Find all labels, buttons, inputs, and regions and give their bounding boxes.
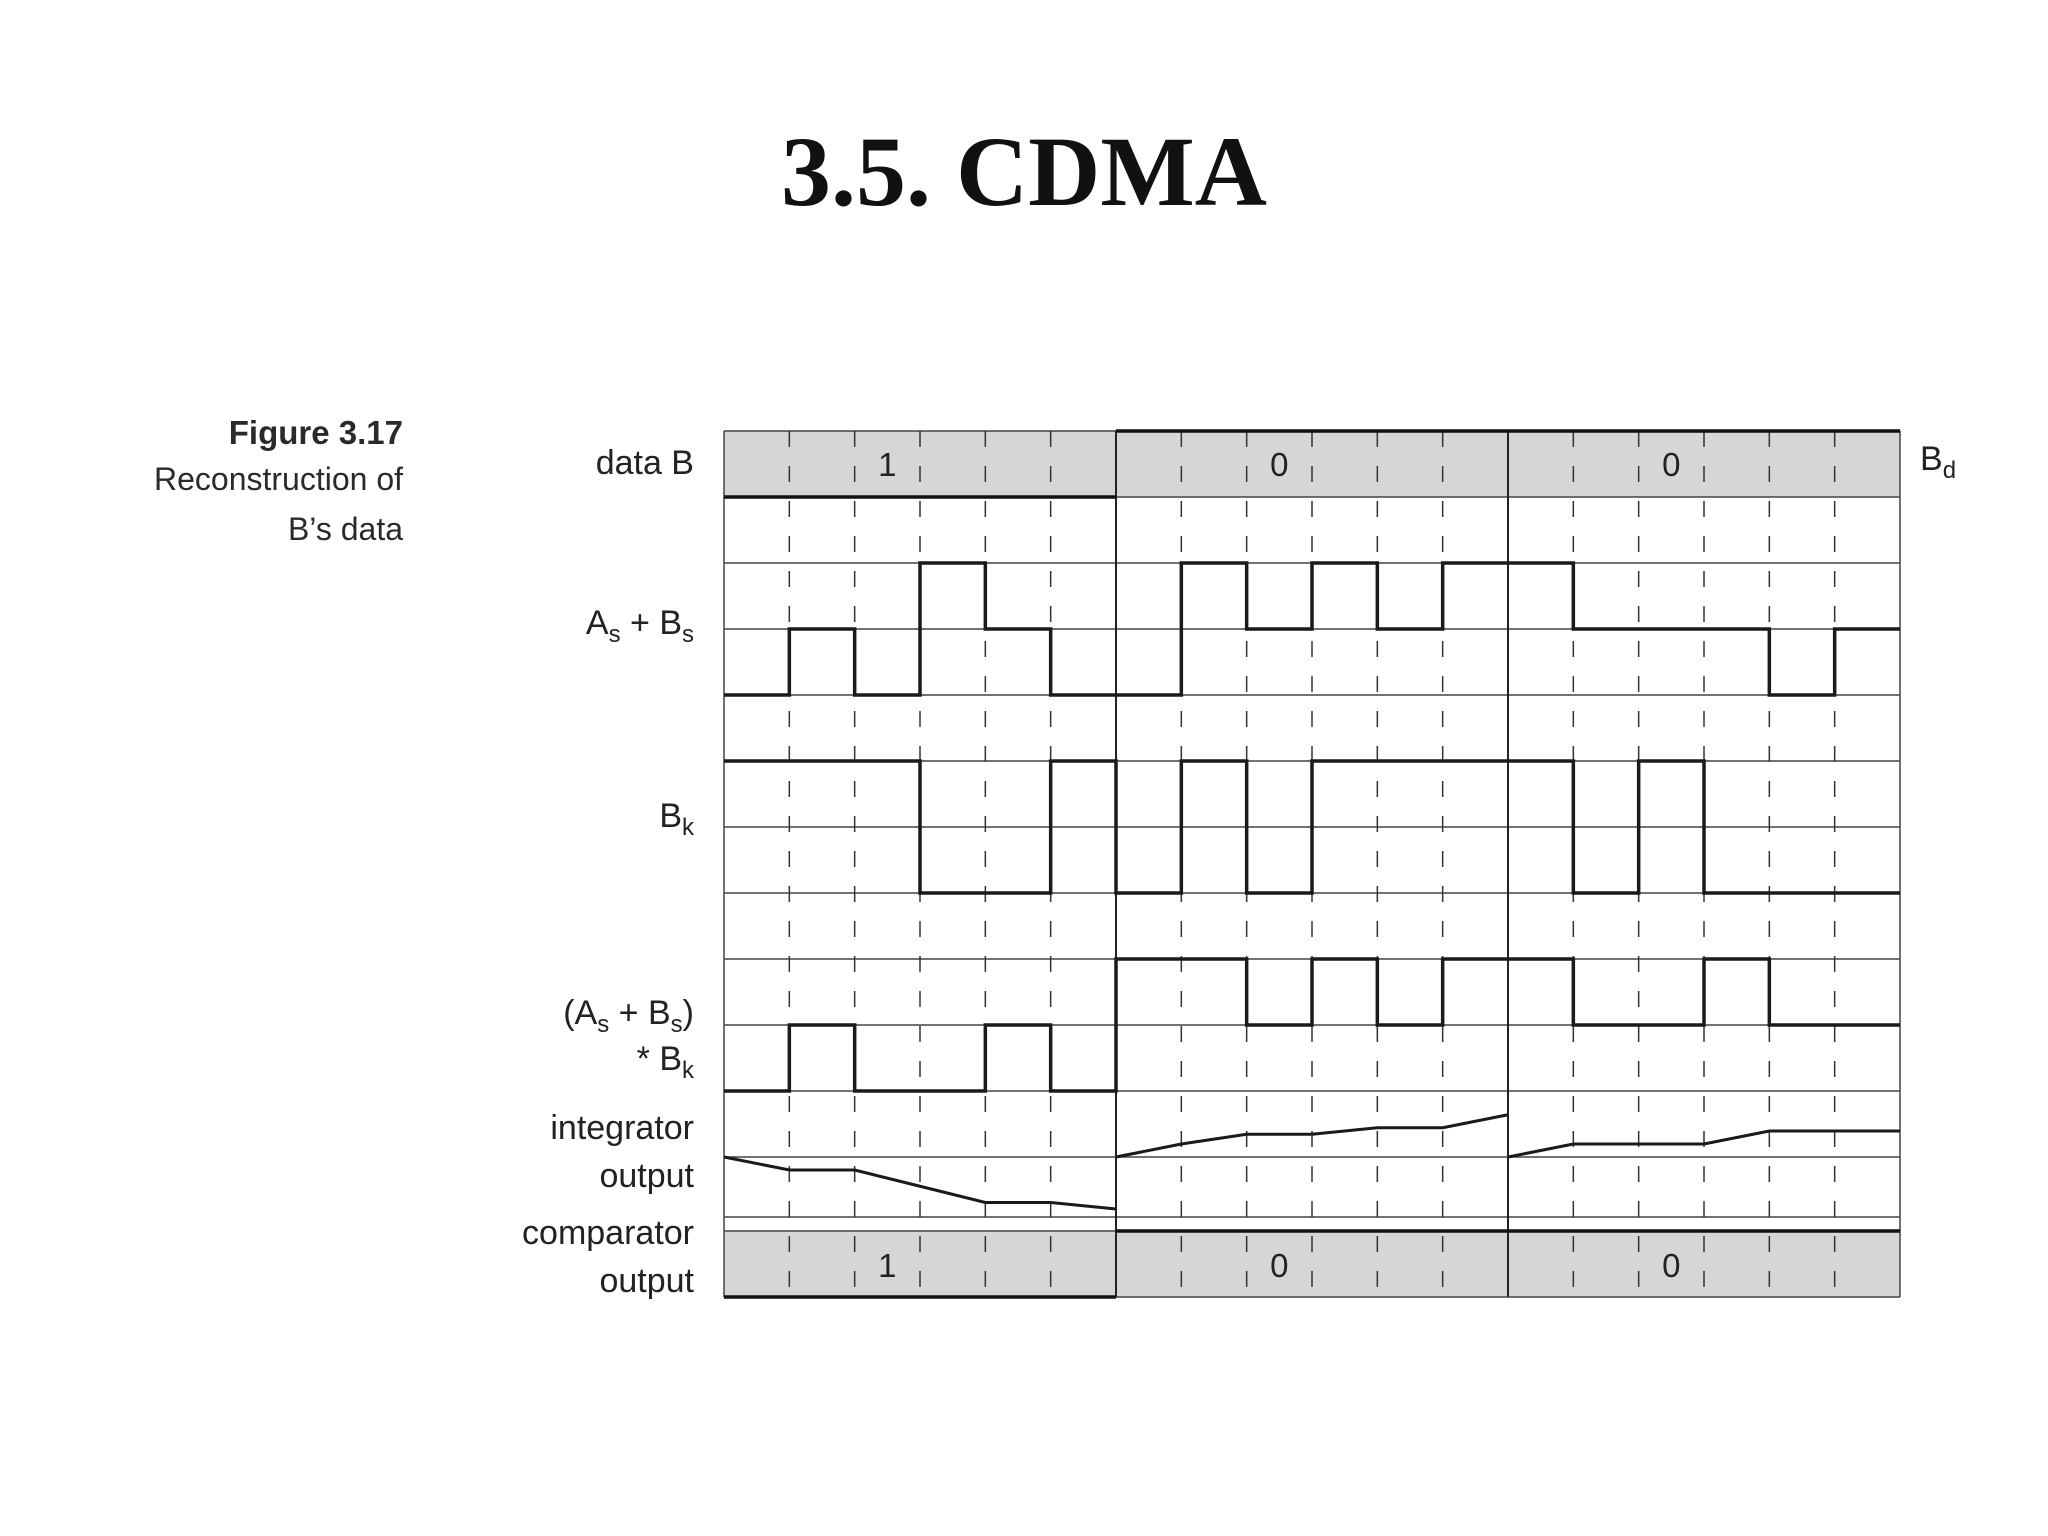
figure-caption-line-1: Reconstruction of	[153, 461, 403, 497]
data-b-bit-label: 0	[1270, 446, 1289, 483]
label-bk: $B_k$	[659, 797, 694, 841]
label-comparator-line-1: comparator	[522, 1214, 694, 1252]
label-as-plus-bs: $A_s + B_s$	[585, 604, 694, 648]
data-b-bit-label: 0	[1662, 446, 1681, 483]
comparator-bit-label: 1	[878, 1247, 897, 1284]
label-data-b: data B	[595, 444, 694, 482]
data-b-bit-label: 1	[878, 446, 897, 483]
label-integrator-line-2: output	[599, 1157, 694, 1195]
label-bd: $B_d$	[1920, 440, 1957, 484]
label-integrator-line-1: integrator	[550, 1109, 694, 1147]
comparator-bit-label: 0	[1270, 1247, 1289, 1284]
slide-title: 3.5. CDMA	[780, 116, 1268, 227]
label-comparator-line-2: output	[599, 1262, 694, 1300]
figure-caption-line-2: B’s data	[287, 511, 403, 547]
label-product-times-bk: * $B_k$	[636, 1040, 694, 1084]
label-product: $(A_s + B_s)$	[563, 994, 694, 1038]
comparator-bit-label: 0	[1662, 1247, 1681, 1284]
figure-number: Figure 3.17	[228, 414, 403, 451]
